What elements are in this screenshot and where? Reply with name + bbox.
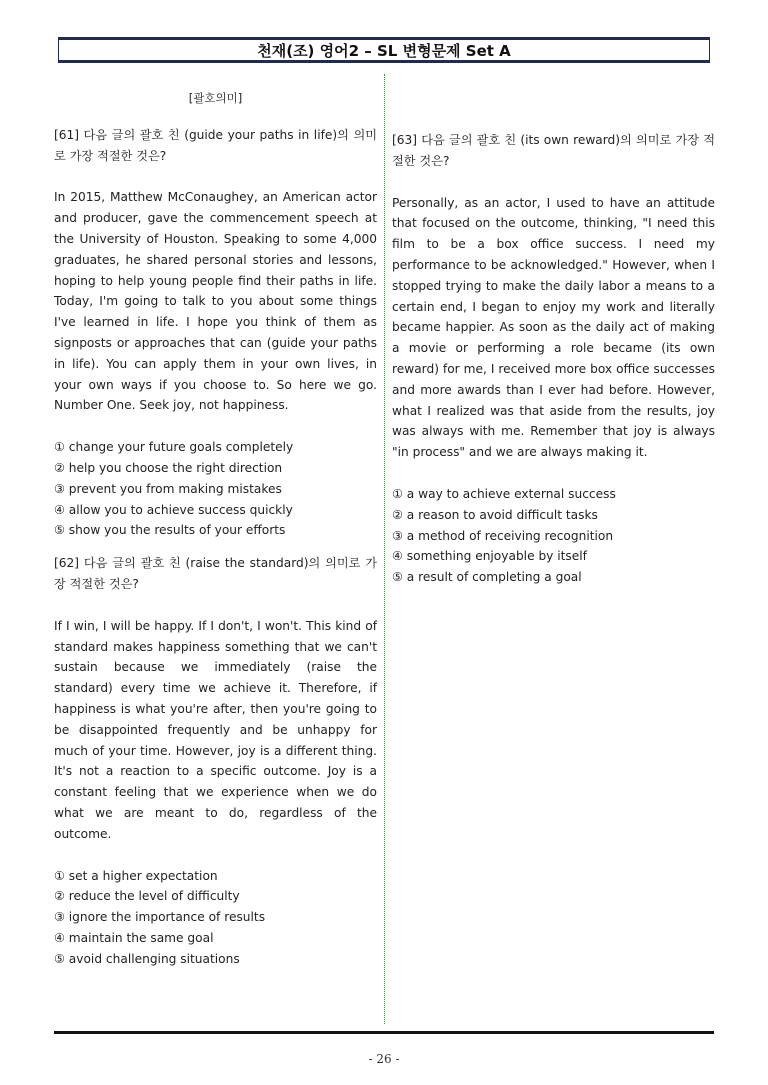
page-header: 천재(조) 영어2 – SL 변형문제 Set A bbox=[58, 37, 710, 63]
question-63 bbox=[392, 130, 715, 588]
choice-item: ④ allow you to achieve success quickly bbox=[54, 502, 293, 517]
choice-list bbox=[54, 866, 377, 970]
choice-item: ① set a higher expectation bbox=[54, 868, 218, 883]
choice-item: ④ something enjoyable by itself bbox=[392, 549, 587, 564]
choice-item: ⑤ avoid challenging situations bbox=[54, 951, 240, 966]
choice-item: ④ maintain the same goal bbox=[54, 930, 214, 945]
left-column bbox=[54, 88, 377, 969]
question-prompt: [63] 다음 글의 괄호 친 (its own reward)의 의미로 가장 적절한 것은? bbox=[392, 133, 715, 168]
question-passage: If I win, I will be happy. If I don't, I won't. This kind of standard makes happiness something that we can't sustain because we immediately (raise the standard) every time we achieve it. Therefore, if happiness is what you're after, then you're going to be disappointed frequently and be unhappy for much of your time. However, joy is a different thing. It's not a reaction to a specific outcome. Joy is a constant feeling that we experience when we do what we are meant to do, regardless of the outcome. bbox=[54, 618, 377, 841]
right-column bbox=[392, 130, 715, 588]
page-number: - 26 - bbox=[368, 1052, 400, 1066]
choice-item: ⑤ show you the results of your efforts bbox=[54, 523, 286, 538]
column-divider bbox=[384, 74, 385, 1024]
question-61 bbox=[54, 125, 377, 541]
question-prompt: [61] 다음 글의 괄호 친 (guide your paths in life)의 의미로 가장 적절한 것은? bbox=[54, 127, 377, 163]
choice-item: ⑤ a result of completing a goal bbox=[392, 570, 582, 585]
question-62 bbox=[54, 553, 377, 969]
choice-item: ③ ignore the importance of results bbox=[54, 910, 266, 925]
footer-rule bbox=[54, 1031, 714, 1034]
choice-item: ① a way to achieve external success bbox=[392, 486, 616, 501]
question-passage: Personally, as an actor, I used to have an attitude that focused on the outcome, thinking, "I need this film to be a box office success. I need my performance to be acknowledged." However, when I stopped trying to make the daily labor a means to a certain end, I began to enjoy my work and literally became happier. As soon as the daily act of making a movie or performing a role became (its own reward) for me, I received more box office successes and more awards than I ever had before. However, what I realized was that aside from the results, joy was always with me. Remember that joy is always "in process" and we are always making it. bbox=[392, 195, 715, 460]
choice-item: ② help you choose the right direction bbox=[54, 460, 283, 475]
choice-list bbox=[392, 484, 715, 588]
choice-item: ② reduce the level of difficulty bbox=[54, 889, 240, 904]
question-passage: In 2015, Matthew McConaughey, an American actor and producer, gave the commencement speech at the University of Houston. Speaking to some 4,000 graduates, he shared personal stories and lessons, hoping to help young people find their paths in life. Today, I'm going to talk to you about some things I've learned in life. I hope you think of them as signposts or approaches that can (guide your paths in life). You can apply them in your own lives, in your own ways if you choose to. So here we go. Number One. Seek joy, not happiness. bbox=[54, 190, 377, 413]
choice-item: ③ a method of receiving recognition bbox=[392, 528, 614, 543]
section-tag: [괄호의미] bbox=[188, 91, 243, 105]
question-prompt: [62] 다음 글의 괄호 친 (raise the standard)의 의미로 가장 적절한 것은? bbox=[54, 556, 377, 591]
choice-item: ① change your future goals completely bbox=[54, 440, 294, 455]
choice-item: ② a reason to avoid difficult tasks bbox=[392, 507, 598, 522]
choice-item: ③ prevent you from making mistakes bbox=[54, 481, 282, 496]
choice-list bbox=[54, 437, 377, 541]
